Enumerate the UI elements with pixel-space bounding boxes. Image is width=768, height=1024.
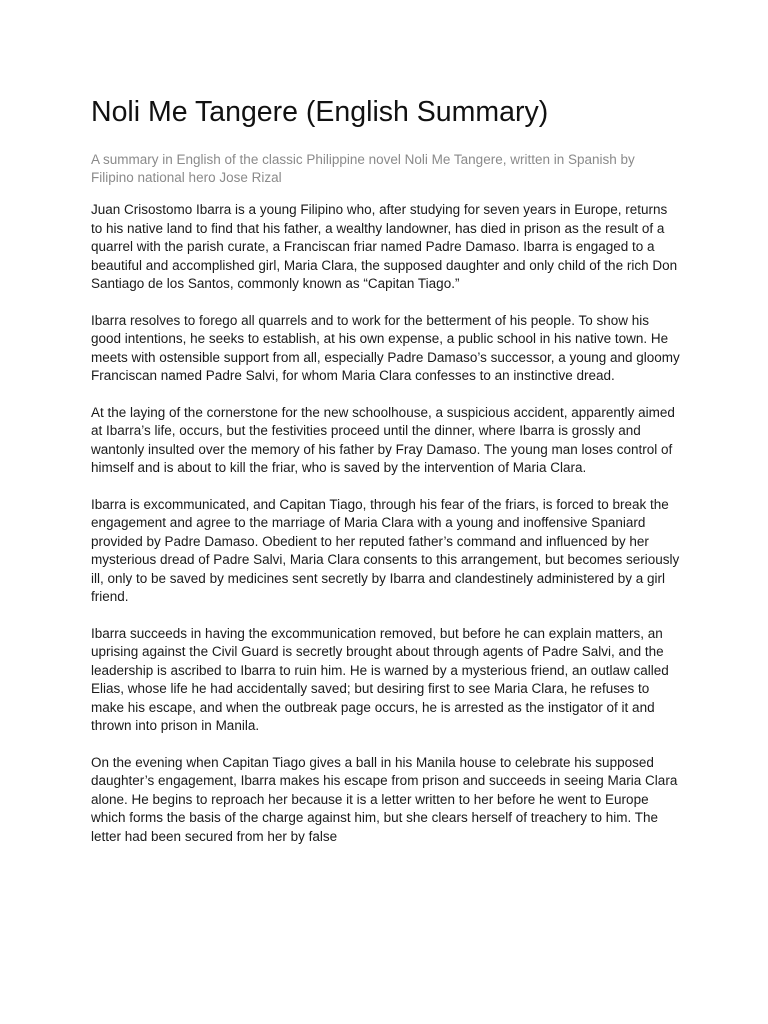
paragraph-5: Ibarra succeeds in having the excommunication removed, but before he can explain matters, an uprising against the Civil Guard is secretly brought about through agents of Padre Salvi, and the leadership is ascribed to Ibarra to ruin him. He is warned by a mysterious friend, an outlaw called Elias, whose life he had accidentally saved; but desiring first to see Maria Clara, he refuses to make his escape, and when the outbreak page occurs, he is arrested as the instigator of it and thrown into prison in Manila. [91,625,669,733]
document-subtitle: A summary in English of the classic Philippine novel Noli Me Tangere, written in Spanish by Filipino national hero Jose Rizal [91,152,635,185]
paragraph-3: At the laying of the cornerstone for the new schoolhouse, a suspicious accident, apparently aimed at Ibarra’s life, occurs, but the festivities proceed until the dinner, where Ibarra is grossly and wantonly insulted over the memory of his father by Fray Damaso. The young man loses control of himself and is about to kill the friar, who is saved by the intervention of Maria Clara. [91,404,675,475]
document-page [91,95,681,864]
paragraph-6: On the evening when Capitan Tiago gives a ball in his Manila house to celebrate his supposed daughter’s engagement, Ibarra makes his escape from prison and succeeds in seeing Maria Clara alone. He begins to reproach her because it is a letter written to her before he went to Europe which forms the basis of the charge against him, but she clears herself of treachery to him. The letter had been secured from her by false [91,754,678,844]
paragraph-2: Ibarra resolves to forego all quarrels and to work for the betterment of his people. To show his good intentions, he seeks to establish, at his own expense, a public school in his native town. He meets with ostensible support from all, especially Padre Damaso’s successor, a young and gloomy Franciscan named Padre Salvi, for whom Maria Clara confesses to an instinctive dread. [91,312,680,383]
paragraph-1: Juan Crisostomo Ibarra is a young Filipino who, after studying for seven years in Europe, returns to his native land to find that his father, a wealthy landowner, has died in prison as the result of a quarrel with the parish curate, a Franciscan friar named Padre Damaso. Ibarra is engaged to a beautiful and accomplished girl, Maria Clara, the supposed daughter and only child of the rich Don Santiago de los Santos, commonly known as “Capitan Tiago.” [91,202,678,291]
paragraph-4: Ibarra is excommunicated, and Capitan Tiago, through his fear of the friars, is forced to break the engagement and agree to the marriage of Maria Clara with a young and inoffensive Spaniard provided by Padre Damaso. Obedient to her reputed father’s command and influenced by her mysterious dread of Padre Salvi, Maria Clara consents to this arrangement, but becomes seriously ill, only to be saved by medicines sent secretly by Ibarra and clandestinely administered by a girl friend. [91,496,680,604]
document-title: Noli Me Tangere (English Summary) [91,96,549,128]
